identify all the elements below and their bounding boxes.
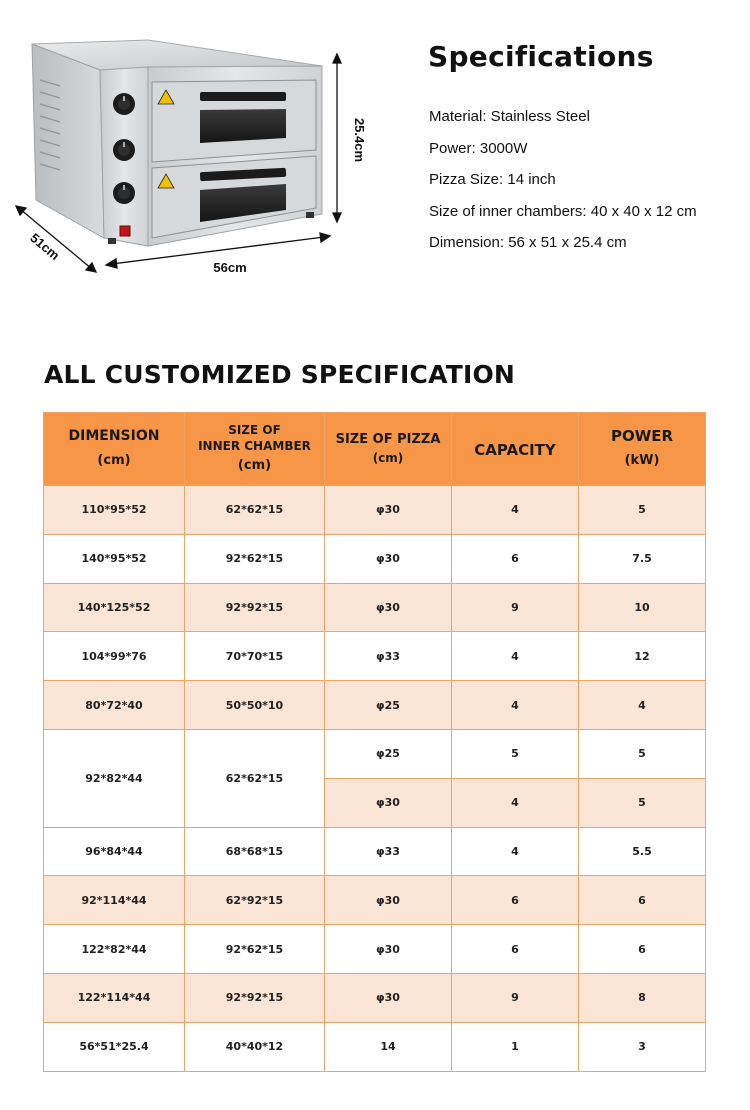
- table-row: [44, 681, 706, 730]
- cell-power: 4: [579, 681, 706, 730]
- cell-dimension: 140*95*52: [44, 534, 185, 583]
- table-header-row: [44, 413, 706, 486]
- table-row: [44, 827, 706, 876]
- header-inner-chamber-label-b: INNER CHAMBER: [198, 439, 311, 453]
- cell-inner-chamber: 40*40*12: [185, 1022, 325, 1071]
- cell-inner-chamber: 92*92*15: [185, 973, 325, 1022]
- cell-power: 5: [579, 729, 706, 778]
- customized-spec-table: [43, 412, 706, 1072]
- cell-power: 12: [579, 632, 706, 681]
- header-dimension-label: DIMENSION: [68, 428, 160, 444]
- cell-capacity: 6: [452, 876, 579, 925]
- cell-pizza-size: φ25: [325, 729, 452, 778]
- cell-pizza-size: φ30: [325, 778, 452, 827]
- lower-deck-knob-icon[interactable]: [113, 182, 135, 204]
- cell-inner-chamber: 62*62*15: [185, 729, 325, 827]
- cell-inner-chamber: 92*62*15: [185, 534, 325, 583]
- cell-dimension: 122*114*44: [44, 973, 185, 1022]
- cell-inner-chamber: 70*70*15: [185, 632, 325, 681]
- header-power-label: POWER: [610, 427, 674, 445]
- table-row: [44, 973, 706, 1022]
- cell-dimension: 92*82*44: [44, 729, 185, 827]
- cell-inner-chamber: 50*50*10: [185, 681, 325, 730]
- header-inner-chamber-label-a: SIZE OF: [228, 423, 281, 437]
- depth-label: 51cm: [27, 230, 63, 263]
- table-row: [44, 925, 706, 974]
- upper-window: [200, 109, 286, 143]
- cell-inner-chamber: 62*92*15: [185, 876, 325, 925]
- cell-dimension: 122*82*44: [44, 925, 185, 974]
- cell-capacity: 4: [452, 827, 579, 876]
- cell-capacity: 1: [452, 1022, 579, 1071]
- cell-dimension: 96*84*44: [44, 827, 185, 876]
- header-power-unit: (kW): [624, 453, 660, 468]
- cell-dimension: 92*114*44: [44, 876, 185, 925]
- cell-power: 6: [579, 925, 706, 974]
- cell-pizza-size: φ30: [325, 486, 452, 535]
- cell-capacity: 4: [452, 486, 579, 535]
- spec-pizza-size: Pizza Size: 14 inch: [429, 171, 556, 188]
- cell-power: 7.5: [579, 534, 706, 583]
- spec-inner-chambers: Size of inner chambers: 40 x 40 x 12 cm: [429, 202, 697, 220]
- cell-pizza-size: φ25: [325, 681, 452, 730]
- header-inner-chamber: [185, 413, 325, 486]
- cell-dimension: 110*95*52: [44, 486, 185, 535]
- temperature-knob-icon[interactable]: [113, 93, 135, 115]
- cell-inner-chamber: 92*62*15: [185, 925, 325, 974]
- timer-knob-icon[interactable]: [113, 139, 135, 161]
- header-capacity: [452, 413, 579, 486]
- table-row: [44, 486, 706, 535]
- cell-pizza-size: φ30: [325, 583, 452, 632]
- cell-pizza-size: φ33: [325, 632, 452, 681]
- spec-material: Material: Stainless Steel: [429, 108, 590, 125]
- cell-dimension: 56*51*25.4: [44, 1022, 185, 1071]
- cell-capacity: 9: [452, 973, 579, 1022]
- cell-power: 5: [579, 486, 706, 535]
- cell-dimension: 140*125*52: [44, 583, 185, 632]
- spec-dimension: Dimension: 56 x 51 x 25.4 cm: [429, 234, 627, 251]
- cell-pizza-size: φ30: [325, 973, 452, 1022]
- header-pizza-size: [325, 413, 452, 486]
- cell-capacity: 4: [452, 778, 579, 827]
- table-row: [44, 632, 706, 681]
- header-pizza-size-label: SIZE OF PIZZA: [335, 432, 441, 447]
- table-row: [44, 876, 706, 925]
- cell-capacity: 6: [452, 925, 579, 974]
- spec-power: Power: 3000W: [429, 139, 528, 157]
- specifications-title: Specifications: [428, 40, 654, 73]
- cell-power: 10: [579, 583, 706, 632]
- cell-inner-chamber: 68*68*15: [185, 827, 325, 876]
- table-row: [44, 534, 706, 583]
- cell-power: 5.5: [579, 827, 706, 876]
- cell-capacity: 4: [452, 632, 579, 681]
- cell-pizza-size: 14: [325, 1022, 452, 1071]
- cell-pizza-size: φ30: [325, 876, 452, 925]
- cell-inner-chamber: 62*62*15: [185, 486, 325, 535]
- customized-spec-title: ALL CUSTOMIZED SPECIFICATION: [44, 360, 516, 389]
- cell-capacity: 9: [452, 583, 579, 632]
- cell-pizza-size: φ33: [325, 827, 452, 876]
- cell-dimension: 104*99*76: [44, 632, 185, 681]
- specifications-list: [429, 106, 697, 264]
- oven-illustration: [0, 0, 380, 300]
- table-row: [44, 1022, 706, 1071]
- oven-foot: [306, 212, 314, 218]
- cell-power: 5: [579, 778, 706, 827]
- cell-power: 8: [579, 973, 706, 1022]
- width-label: 56cm: [213, 260, 247, 275]
- header-dimension: [44, 413, 185, 486]
- cell-pizza-size: φ30: [325, 925, 452, 974]
- header-inner-chamber-unit: (cm): [237, 458, 272, 473]
- header-capacity-label: CAPACITY: [474, 440, 556, 459]
- power-switch-icon[interactable]: [120, 226, 130, 236]
- table-row: [44, 729, 706, 778]
- oven-foot: [108, 238, 116, 244]
- cell-power: 3: [579, 1022, 706, 1071]
- cell-power: 6: [579, 876, 706, 925]
- cell-capacity: 6: [452, 534, 579, 583]
- cell-pizza-size: φ30: [325, 534, 452, 583]
- upper-door-handle[interactable]: [200, 92, 286, 101]
- cell-inner-chamber: 92*92*15: [185, 583, 325, 632]
- header-power: [579, 413, 706, 486]
- header-dimension-unit: (cm): [97, 453, 131, 468]
- cell-capacity: 4: [452, 681, 579, 730]
- header-pizza-size-unit: (cm): [372, 451, 404, 465]
- table-row: [44, 583, 706, 632]
- cell-capacity: 5: [452, 729, 579, 778]
- cell-dimension: 80*72*40: [44, 681, 185, 730]
- height-label: 25.4cm: [352, 117, 367, 163]
